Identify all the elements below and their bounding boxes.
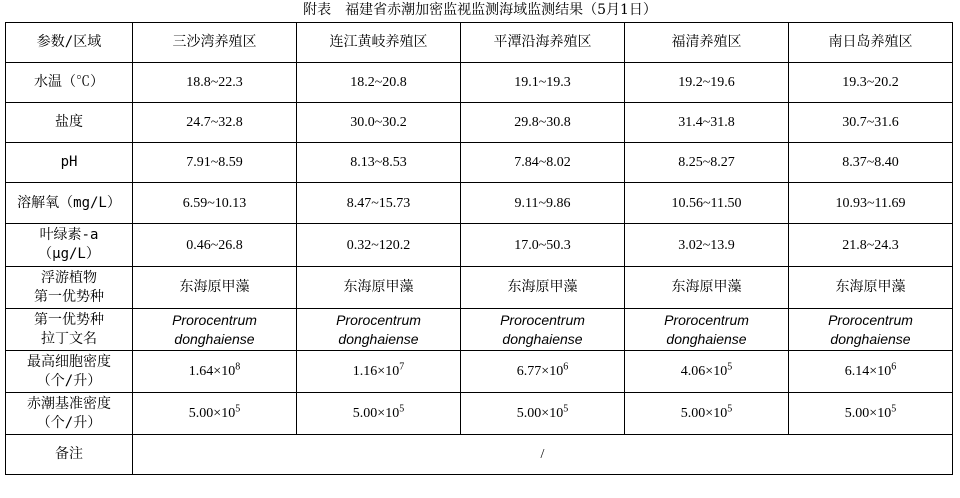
table-row (6, 63, 953, 103)
table-row (6, 143, 953, 183)
table-caption: 附表 福建省赤潮加密监视监测海域监测结果（5月1日） (303, 2, 657, 18)
dissolved-oxygen-value: 10.93~11.69 (789, 183, 953, 224)
salinity-value: 31.4~31.8 (625, 103, 789, 143)
max-density-value: $1.64\times 10^8$ (133, 351, 297, 393)
chlorophyll-label-line1: 叶绿素-a (39, 227, 99, 243)
max-density-label-line1: 最高细胞密度 (27, 353, 111, 370)
table-row (6, 351, 953, 393)
dominant-label-line1: 浮游植物 (41, 269, 97, 286)
dominant-species-value: 东海原甲藻 (297, 267, 461, 309)
dominant-species-value: 东海原甲藻 (461, 267, 625, 309)
latin-name-value: Prorocentrum donghaiense (133, 309, 297, 351)
base-density-value: $5.00\times 10^5$ (625, 393, 789, 435)
param-region-header: 参数/区域 (6, 23, 133, 63)
latin-name-value: Prorocentrum donghaiense (461, 309, 625, 351)
base-density-value: $5.00\times 10^5$ (789, 393, 953, 435)
base-density-value: $5.00\times 10^5$ (133, 393, 297, 435)
row-label-dissolved-oxygen: 溶解氧（mg/L） (6, 183, 133, 224)
temperature-value: 19.2~19.6 (625, 63, 789, 103)
temperature-value: 19.1~19.3 (461, 63, 625, 103)
dominant-species-value: 东海原甲藻 (133, 267, 297, 309)
row-label-dominant-species (6, 267, 133, 309)
region-header-sansha: 三沙湾养殖区 (133, 23, 297, 63)
row-label-max-density (6, 351, 133, 393)
monitoring-results-table (5, 22, 953, 475)
dominant-label-line2: 第一优势种 (34, 288, 104, 305)
ph-value: 8.13~8.53 (297, 143, 461, 183)
dissolved-oxygen-value: 6.59~10.13 (133, 183, 297, 224)
row-label-base-density (6, 393, 133, 435)
dissolved-oxygen-value: 9.11~9.86 (461, 183, 625, 224)
salinity-value: 30.0~30.2 (297, 103, 461, 143)
chlorophyll-value: 17.0~50.3 (461, 224, 625, 267)
region-header-lianjiang: 连江黄岐养殖区 (297, 23, 461, 63)
chlorophyll-label-line2: （μg/L） (38, 246, 100, 262)
chlorophyll-value: 21.8~24.3 (789, 224, 953, 267)
max-density-value: $1.16\times 10^7$ (297, 351, 461, 393)
max-density-value: $4.06\times 10^5$ (625, 351, 789, 393)
region-header-nanri: 南日岛养殖区 (789, 23, 953, 63)
latin-name-value: Prorocentrum donghaiense (625, 309, 789, 351)
row-label-chlorophyll (6, 224, 133, 267)
table-row (6, 267, 953, 309)
table-row (6, 183, 953, 224)
header-row (6, 23, 953, 63)
ph-value: 7.91~8.59 (133, 143, 297, 183)
max-density-value: $6.14\times 10^6$ (789, 351, 953, 393)
row-label-latin-name (6, 309, 133, 351)
row-label-salinity: 盐度 (6, 103, 133, 143)
table-row (6, 435, 953, 475)
salinity-value: 29.8~30.8 (461, 103, 625, 143)
latin-name-value: Prorocentrum donghaiense (297, 309, 461, 351)
temperature-value: 19.3~20.2 (789, 63, 953, 103)
temperature-value: 18.2~20.8 (297, 63, 461, 103)
table-row (6, 103, 953, 143)
dissolved-oxygen-value: 10.56~11.50 (625, 183, 789, 224)
ph-value: 7.84~8.02 (461, 143, 625, 183)
base-density-value: $5.00\times 10^5$ (461, 393, 625, 435)
max-density-label-line2: （个/升） (36, 372, 102, 389)
ph-value: 8.25~8.27 (625, 143, 789, 183)
latin-name-value: Prorocentrum donghaiense (789, 309, 953, 351)
row-label-note: 备注 (6, 435, 133, 475)
temperature-value: 18.8~22.3 (133, 63, 297, 103)
row-label-temperature: 水温（℃） (6, 63, 133, 103)
table-row (6, 309, 953, 351)
dominant-species-value: 东海原甲藻 (789, 267, 953, 309)
ph-value: 8.37~8.40 (789, 143, 953, 183)
table-row (6, 393, 953, 435)
table-row (6, 224, 953, 267)
dominant-species-value: 东海原甲藻 (625, 267, 789, 309)
chlorophyll-value: 3.02~13.9 (625, 224, 789, 267)
row-label-ph: pH (6, 143, 133, 183)
salinity-value: 30.7~31.6 (789, 103, 953, 143)
latin-label-line1: 第一优势种 (34, 311, 104, 328)
latin-label-line2: 拉丁文名 (41, 330, 97, 347)
base-density-value: $5.00\times 10^5$ (297, 393, 461, 435)
max-density-value: $6.77\times 10^6$ (461, 351, 625, 393)
region-header-fuqing: 福清养殖区 (625, 23, 789, 63)
base-density-label-line1: 赤潮基准密度 (27, 395, 111, 412)
dissolved-oxygen-value: 8.47~15.73 (297, 183, 461, 224)
base-density-label-line2: （个/升） (36, 414, 102, 431)
region-header-pingtan: 平潭沿海养殖区 (461, 23, 625, 63)
salinity-value: 24.7~32.8 (133, 103, 297, 143)
note-value: / (133, 435, 953, 475)
chlorophyll-value: 0.46~26.8 (133, 224, 297, 267)
chlorophyll-value: 0.32~120.2 (297, 224, 461, 267)
